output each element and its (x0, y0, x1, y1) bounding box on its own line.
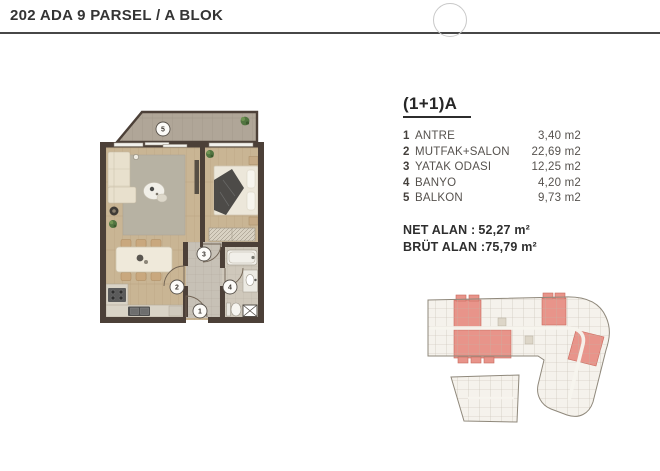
room-name: BANYO (415, 176, 457, 189)
room-no: 3 (403, 161, 410, 174)
room-number-banyo (223, 280, 237, 294)
room-number-balkon (156, 122, 170, 136)
svg-text:2: 2 (175, 284, 179, 292)
room-list-item (403, 176, 581, 192)
stove (108, 288, 126, 302)
site-block-lower (451, 375, 519, 422)
room-name: BALKON (415, 192, 463, 205)
unit-type-title: (1+1)A (403, 94, 471, 118)
bedroom-furniture (209, 157, 259, 242)
room-list-item (403, 129, 581, 145)
svg-text:1: 1 (198, 308, 202, 316)
svg-text:3: 3 (202, 251, 206, 259)
header-divider (0, 32, 660, 34)
apartment-floor-plan (83, 90, 273, 340)
room-list-item (403, 145, 581, 161)
plant (109, 220, 117, 228)
dining-table (116, 247, 172, 272)
room-number-antre (193, 304, 207, 318)
brut-area-label: BRÜT ALAN : (403, 239, 486, 254)
room-area: 4,20 m2 (538, 176, 581, 189)
room-name: YATAK ODASI (415, 161, 492, 174)
room-number-salon (170, 280, 184, 294)
room-name: MUTFAK+SALON (415, 145, 510, 158)
room-list-item (403, 160, 581, 176)
shaft (243, 305, 257, 317)
net-area-value: 52,27 m² (478, 222, 531, 237)
room-name: ANTRE (415, 130, 455, 142)
floor-plan-svg (83, 90, 273, 340)
net-area (403, 222, 581, 239)
plant (206, 150, 214, 158)
room-area: 3,40 m2 (538, 130, 581, 142)
room-area: 9,73 m2 (538, 192, 581, 205)
room-area: 12,25 m2 (531, 161, 581, 174)
area-totals (403, 222, 581, 256)
unit-info-panel (403, 94, 581, 256)
svg-text:4: 4 (228, 284, 232, 292)
room-area: 22,69 m2 (531, 145, 581, 158)
site-key-plan-svg (424, 290, 660, 466)
brut-area-value: 75,79 m² (485, 239, 537, 254)
room-no: 4 (403, 176, 410, 189)
site-block-main (428, 293, 609, 416)
room-list-item (403, 191, 581, 207)
nightstand (249, 217, 258, 225)
plant (241, 117, 250, 126)
svg-text:5: 5 (161, 126, 165, 134)
room-number-yatak (197, 247, 211, 261)
nightstand (249, 157, 258, 165)
logo-circle (433, 3, 467, 37)
room-no: 5 (403, 192, 410, 205)
brut-area (403, 239, 581, 256)
room-no: 1 (403, 130, 410, 142)
room-no: 2 (403, 145, 410, 158)
tv-console (195, 160, 200, 194)
page-title: 202 ADA 9 PARSEL / A BLOK (10, 7, 224, 24)
room-list (403, 129, 581, 207)
floor-lamp (133, 154, 138, 159)
toilet (227, 303, 242, 316)
net-area-label: NET ALAN : (403, 222, 476, 237)
site-key-plan (424, 290, 660, 466)
balcony (117, 112, 257, 142)
